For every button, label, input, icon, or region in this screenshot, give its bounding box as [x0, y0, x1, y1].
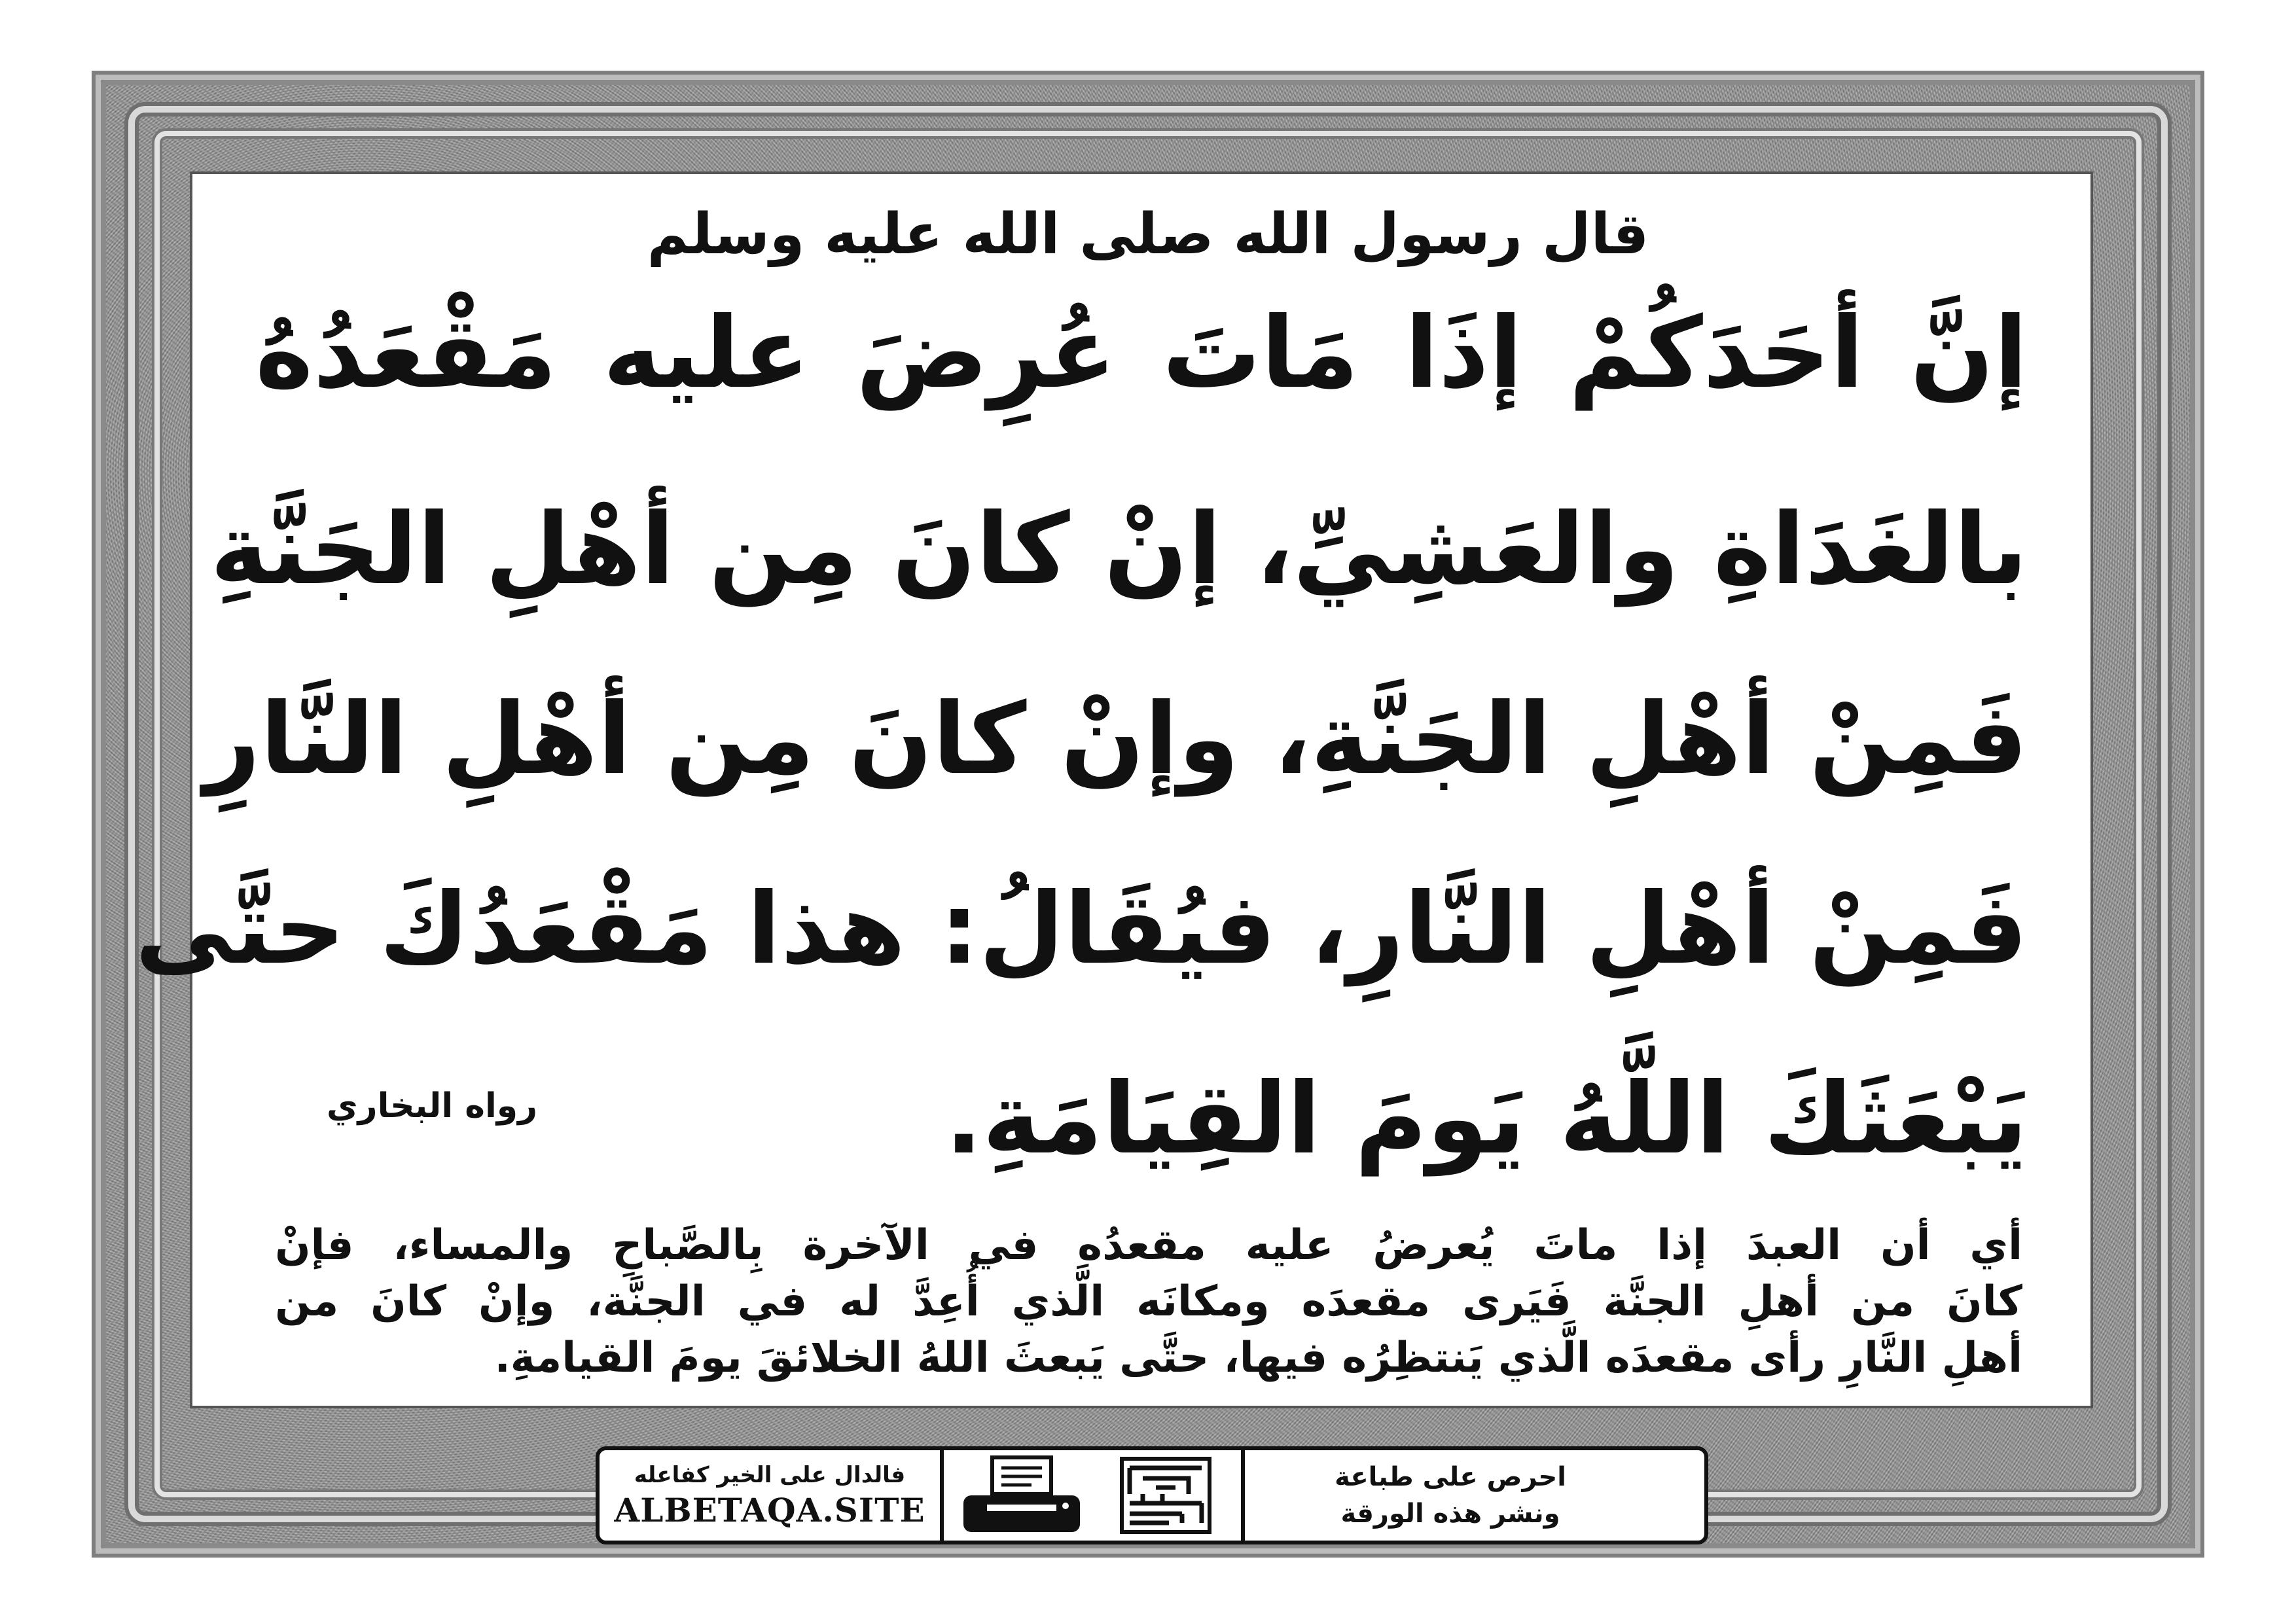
explanation-text [275, 1217, 2022, 1386]
footer-banner [596, 1446, 1708, 1544]
footer-site-url: ALBETAQA.SITE [614, 1491, 925, 1529]
hadith-source: رواه البخاري [326, 1086, 538, 1126]
footer-divider [1241, 1450, 1245, 1541]
hadith-line: فَمِنْ أهْلِ النَّارِ، فيُقَالُ: هذا مَقْعَدُكَ حتَّى [135, 872, 2028, 986]
explanation-line: كانَ من أهلِ الجنَّة فَيَرى مقعدَه ومكانَه الَّذي أُعِدَّ له في الجنَّة، وإنْ كانَ من [275, 1277, 2022, 1326]
page-title: قال رسول الله صلى الله عليه وسلم [647, 202, 1649, 267]
hadith-line: إنَّ أحَدَكُمْ إذَا مَاتَ عُرِضَ عليه مَقْعَدُهُ [255, 296, 2028, 410]
footer-print-line-2: ونشر هذه الورقة [1340, 1499, 1560, 1529]
footer-print-line-1: احرص على طباعة [1335, 1462, 1566, 1492]
footer-divider [940, 1450, 944, 1541]
hadith-line: بالغَدَاةِ والعَشِيِّ، إنْ كانَ مِن أهْلِ الجَنَّةِ [210, 493, 2028, 607]
explanation-line: أهلِ النَّارِ رأى مقعدَه الَّذي يَنتظِرُه فيها، حتَّى يَبعثَ اللهُ الخلائقَ يومَ القيامةِ. [494, 1334, 2022, 1382]
logo-icon [1117, 1455, 1215, 1536]
logo-block [1103, 1450, 1228, 1541]
hadith-line: يَبْعَثَكَ اللَّهُ يَومَ القِيَامَةِ. [944, 1062, 2028, 1176]
footer-site-block [606, 1450, 933, 1541]
hadith-line: فَمِنْ أهْلِ الجَنَّةِ، وإنْ كانَ مِن أهْلِ النَّارِ [204, 683, 2028, 796]
footer-print-note [1254, 1450, 1647, 1541]
explanation-line: أي أن العبدَ إذا ماتَ يُعرضُ عليه مقعدُه في الآخرة بِالصَّباحِ والمساء، فإنْ [275, 1221, 2022, 1270]
printer-icon [953, 1450, 1090, 1541]
printer-icon-svg [960, 1455, 1084, 1536]
hadith-text [135, 288, 2028, 1191]
footer-slogan: فالدال على الخير كفاعله [634, 1462, 906, 1488]
